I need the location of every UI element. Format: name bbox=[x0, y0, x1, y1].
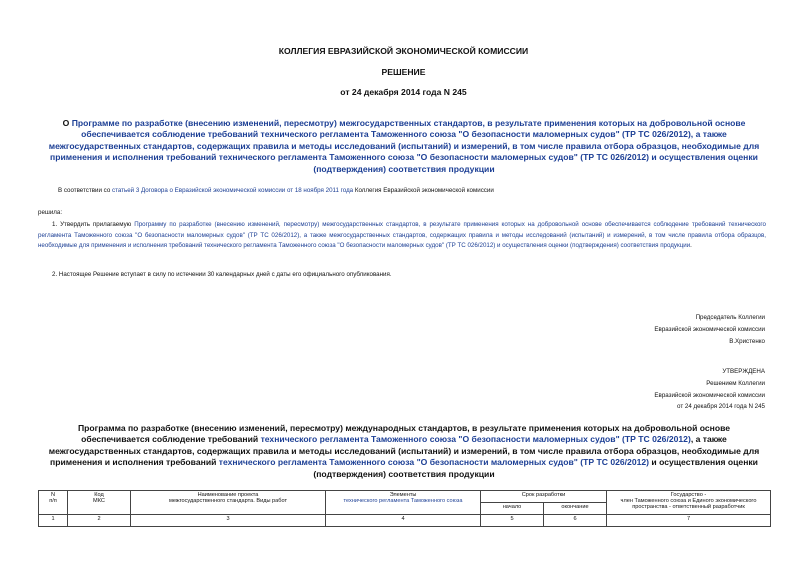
approval-line-2: Решением Коллегии bbox=[706, 379, 765, 387]
col-num-2: 2 bbox=[68, 515, 131, 527]
point-1-suffix: . bbox=[690, 242, 692, 250]
program-title-part-1: Программа по разработке (внесению изменений, пересмотру) международных стандартов, в результате применения которых на добровольной основе обеспечивается соблюдение требований bbox=[77, 423, 731, 445]
signature-block bbox=[525, 312, 765, 347]
signature-line-1: Председатель Коллегии bbox=[695, 314, 765, 321]
program-title bbox=[44, 423, 764, 480]
program-title-part-2: , а также межгосударственных стандартов, содержащих правила и методы исследований (испытаний) и измерений, в том числе правила отбора образцов, необходимые для применения и исполнения требований bbox=[48, 434, 760, 468]
approval-line-4: от 24 декабря 2014 года N 245 bbox=[677, 403, 765, 411]
decided-label: решила: bbox=[38, 209, 63, 216]
col-num-6: 6 bbox=[544, 515, 607, 527]
header-term: Срок разработки bbox=[521, 492, 566, 498]
basis-suffix: Коллегия Евразийской экономической комиссии bbox=[353, 187, 494, 194]
header-num-2: п/п bbox=[49, 498, 57, 504]
approval-block bbox=[525, 366, 765, 413]
regulation-link-2[interactable]: технического регламента Таможенного союза "О безопасности маломерных судов" (ТР ТС 026/2012) bbox=[218, 457, 650, 468]
approval-line-3: Евразийской экономической комиссии bbox=[654, 391, 765, 399]
col-num-7: 7 bbox=[607, 515, 771, 527]
program-table bbox=[38, 490, 771, 527]
header-code: Код bbox=[94, 492, 104, 498]
point-1-prefix: 1. Утвердить прилагаемую bbox=[52, 221, 135, 228]
header-state: Государство - bbox=[670, 492, 707, 498]
program-title-part-3: и осуществления оценки (подтверждения) соответствия продукции bbox=[313, 457, 758, 479]
header-name-cell bbox=[131, 491, 326, 515]
point-2-paragraph: 2. Настоящее Решение вступает в силу по истечении 30 календарных дней с даты его официального опубликования. bbox=[52, 271, 392, 278]
basis-prefix: В соответствии со bbox=[58, 187, 112, 194]
col-num-3: 3 bbox=[131, 515, 326, 527]
treaty-article-link[interactable]: статьей 3 Договора о Евразийской экономической комиссии от 18 ноября 2011 года bbox=[111, 187, 354, 194]
header-code-2: МКС bbox=[93, 498, 105, 504]
table-number-row bbox=[39, 515, 771, 527]
doc-type-heading: РЕШЕНИЕ bbox=[381, 67, 426, 77]
approval-line-1: УТВЕРЖДЕНА bbox=[722, 368, 765, 375]
header-code-cell bbox=[68, 491, 131, 515]
header-name: Наименование проекта bbox=[197, 492, 259, 498]
col-num-1: 1 bbox=[39, 515, 68, 527]
header-state-2: член Таможенного союза и Единого экономического пространства - ответственный разработчик bbox=[620, 498, 757, 510]
org-heading: КОЛЛЕГИЯ ЕВРАЗИЙСКОЙ ЭКОНОМИЧЕСКОЙ КОМИССИИ bbox=[278, 46, 529, 56]
basis-paragraph bbox=[58, 187, 758, 194]
header-elements: Элементы bbox=[389, 492, 417, 498]
header-end: окончание bbox=[544, 503, 607, 515]
col-num-4: 4 bbox=[326, 515, 481, 527]
header-elements-link[interactable]: технического регламента Таможенного союза bbox=[343, 498, 463, 504]
point-1-paragraph bbox=[38, 220, 766, 252]
title-link[interactable]: Программе по разработке (внесению изменений, пересмотру) межгосударственных стандартов, в результате применения которых на добровольной основе обеспечивается соблюдение требований технического регламента Таможенного союза "О безопасности маломерных судов" (ТР ТС 026/2012), а также межгосударственных стандартов, содержащих правила и методы исследований (испытаний) и измерений, в том числе правила отбора образцов, необходимые для применения и исполнения требований технического регламента Таможенного союза "О безопасности маломерных судов" (ТР ТС 026/2012) и осуществления оценки (подтверждения) соответствия продукции bbox=[48, 118, 760, 174]
decision-title bbox=[44, 118, 764, 175]
header-state-cell bbox=[607, 491, 771, 515]
signature-line-2: Евразийской экономической комиссии bbox=[654, 325, 765, 333]
table-header-row bbox=[39, 491, 771, 503]
program-link[interactable]: Программу по разработке (внесению изменений, пересмотру) межгосударственных стандартов, в результате применения которых на добровольной основе обеспечивается соблюдение требований технического регламента Таможенного союза "О безопасности маломерных судов" (ТР ТС 026/2012), а также межгосударственных стандартов, содержащих правила и методы исследований (испытаний) и измерений, в том числе правила отбора образцов, необходимые для применения и исполнения требований технического регламента Таможенного союза "О безопасности маломерных судов" (ТР ТС 026/2012) и осуществления оценки (подтверждения) соответствия продукции bbox=[38, 221, 766, 250]
col-num-5: 5 bbox=[481, 515, 544, 527]
header-num-cell bbox=[39, 491, 68, 515]
header-name-2: межгосударственного стандарта. Виды работ bbox=[168, 498, 288, 504]
header-num: N bbox=[50, 492, 56, 498]
header-term-cell bbox=[481, 491, 607, 503]
regulation-link-1[interactable]: технического регламента Таможенного союза "О безопасности маломерных судов" (ТР ТС 026/2012) bbox=[260, 434, 691, 445]
title-prefix: О bbox=[62, 118, 72, 128]
header-start: начало bbox=[481, 503, 544, 515]
header-elements-cell bbox=[326, 491, 481, 515]
signature-name: В.Христенко bbox=[729, 337, 765, 345]
date-number-heading: от 24 декабря 2014 года N 245 bbox=[340, 87, 467, 97]
